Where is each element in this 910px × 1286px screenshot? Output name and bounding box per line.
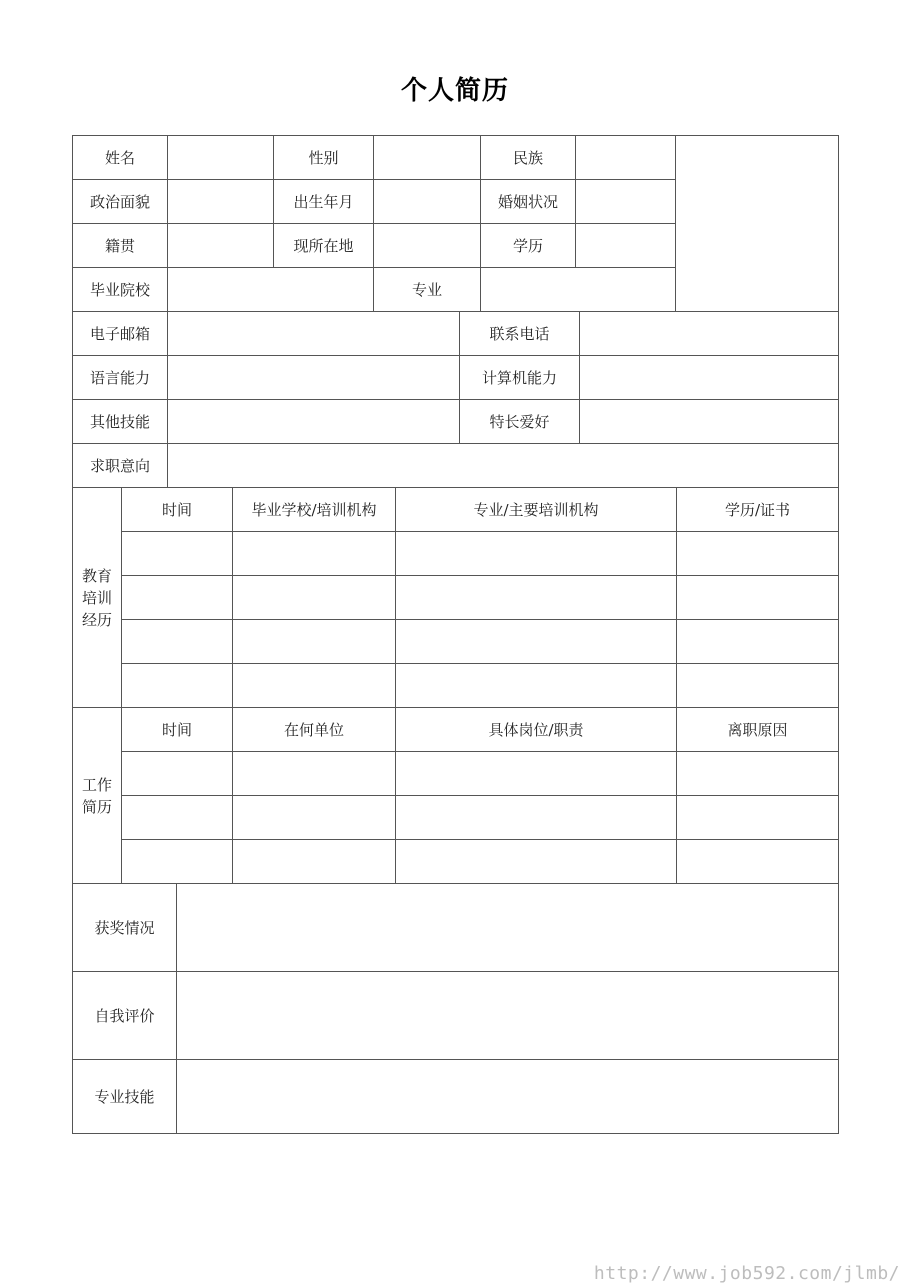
marital-label: 婚姻状况 xyxy=(481,180,576,224)
education-label-line: 经历 xyxy=(81,610,112,629)
table-cell[interactable] xyxy=(233,752,396,796)
table-cell[interactable] xyxy=(677,664,839,708)
intent-field[interactable] xyxy=(168,444,839,488)
origin-field[interactable] xyxy=(168,224,274,268)
table-cell[interactable] xyxy=(233,840,396,884)
table-cell[interactable] xyxy=(677,840,839,884)
awards-label: 获奖情况 xyxy=(73,884,177,972)
watermark: http://www.job592.com/jlmb/ xyxy=(593,1263,900,1284)
table-cell[interactable] xyxy=(233,576,396,620)
table-row xyxy=(73,752,839,796)
email-label: 电子邮箱 xyxy=(73,312,168,356)
birth-label: 出生年月 xyxy=(274,180,374,224)
contact-table xyxy=(72,311,839,488)
work-header-company: 在何单位 xyxy=(233,708,396,752)
education-label-line: 培训 xyxy=(81,588,112,607)
education-field[interactable] xyxy=(576,224,676,268)
pro-skills-label: 专业技能 xyxy=(73,1060,177,1134)
page-title: 个人简历 xyxy=(400,76,509,106)
birth-field[interactable] xyxy=(374,180,481,224)
table-cell[interactable] xyxy=(677,796,839,840)
name-field[interactable] xyxy=(168,136,274,180)
work-section-label xyxy=(73,708,122,884)
edu-header-degree: 学历/证书 xyxy=(677,488,839,532)
work-header-time: 时间 xyxy=(122,708,233,752)
table-cell[interactable] xyxy=(233,532,396,576)
edu-header-major: 专业/主要培训机构 xyxy=(396,488,677,532)
ethnicity-label: 民族 xyxy=(481,136,576,180)
table-cell[interactable] xyxy=(396,752,677,796)
table-row xyxy=(73,620,839,664)
edu-header-time: 时间 xyxy=(122,488,233,532)
work-table xyxy=(72,707,839,884)
table-cell[interactable] xyxy=(396,796,677,840)
language-field[interactable] xyxy=(168,356,460,400)
political-field[interactable] xyxy=(168,180,274,224)
political-label: 政治面貌 xyxy=(73,180,168,224)
intent-label: 求职意向 xyxy=(73,444,168,488)
other-skills-field[interactable] xyxy=(168,400,460,444)
major-label: 专业 xyxy=(374,268,481,312)
work-header-reason: 离职原因 xyxy=(677,708,839,752)
edu-header-school: 毕业学校/培训机构 xyxy=(233,488,396,532)
table-row xyxy=(73,796,839,840)
summary-table xyxy=(72,883,839,1134)
table-cell[interactable] xyxy=(233,664,396,708)
table-cell[interactable] xyxy=(122,796,233,840)
language-label: 语言能力 xyxy=(73,356,168,400)
education-section-label xyxy=(73,488,122,708)
table-cell[interactable] xyxy=(122,576,233,620)
table-row xyxy=(73,840,839,884)
education-label: 学历 xyxy=(481,224,576,268)
table-cell[interactable] xyxy=(396,840,677,884)
table-cell[interactable] xyxy=(396,620,677,664)
table-cell[interactable] xyxy=(396,576,677,620)
computer-label: 计算机能力 xyxy=(460,356,580,400)
table-cell[interactable] xyxy=(396,532,677,576)
table-row xyxy=(73,664,839,708)
education-label-line: 教育 xyxy=(81,566,112,585)
phone-label: 联系电话 xyxy=(460,312,580,356)
major-field[interactable] xyxy=(481,268,676,312)
self-eval-field[interactable] xyxy=(177,972,839,1060)
ethnicity-field[interactable] xyxy=(576,136,676,180)
basic-info-table xyxy=(72,135,839,312)
school-field[interactable] xyxy=(168,268,374,312)
school-label: 毕业院校 xyxy=(73,268,168,312)
table-cell[interactable] xyxy=(233,796,396,840)
gender-field[interactable] xyxy=(374,136,481,180)
origin-label: 籍贯 xyxy=(73,224,168,268)
table-row xyxy=(73,532,839,576)
table-cell[interactable] xyxy=(677,620,839,664)
table-row xyxy=(73,576,839,620)
table-cell[interactable] xyxy=(677,576,839,620)
photo-box[interactable] xyxy=(676,136,839,312)
hobbies-field[interactable] xyxy=(580,400,839,444)
table-cell[interactable] xyxy=(122,752,233,796)
other-skills-label: 其他技能 xyxy=(73,400,168,444)
work-label-line: 简历 xyxy=(81,797,112,816)
table-cell[interactable] xyxy=(396,664,677,708)
table-cell[interactable] xyxy=(233,620,396,664)
work-header-position: 具体岗位/职责 xyxy=(396,708,677,752)
marital-field[interactable] xyxy=(576,180,676,224)
pro-skills-field[interactable] xyxy=(177,1060,839,1134)
location-label: 现所在地 xyxy=(274,224,374,268)
location-field[interactable] xyxy=(374,224,481,268)
table-cell[interactable] xyxy=(122,840,233,884)
name-label: 姓名 xyxy=(73,136,168,180)
email-field[interactable] xyxy=(168,312,460,356)
hobbies-label: 特长爱好 xyxy=(460,400,580,444)
table-cell[interactable] xyxy=(122,532,233,576)
self-eval-label: 自我评价 xyxy=(73,972,177,1060)
awards-field[interactable] xyxy=(177,884,839,972)
phone-field[interactable] xyxy=(580,312,839,356)
gender-label: 性别 xyxy=(274,136,374,180)
table-cell[interactable] xyxy=(677,532,839,576)
table-cell[interactable] xyxy=(122,664,233,708)
table-cell[interactable] xyxy=(677,752,839,796)
education-table xyxy=(72,487,839,708)
computer-field[interactable] xyxy=(580,356,839,400)
work-label-line: 工作 xyxy=(81,775,112,794)
table-cell[interactable] xyxy=(122,620,233,664)
